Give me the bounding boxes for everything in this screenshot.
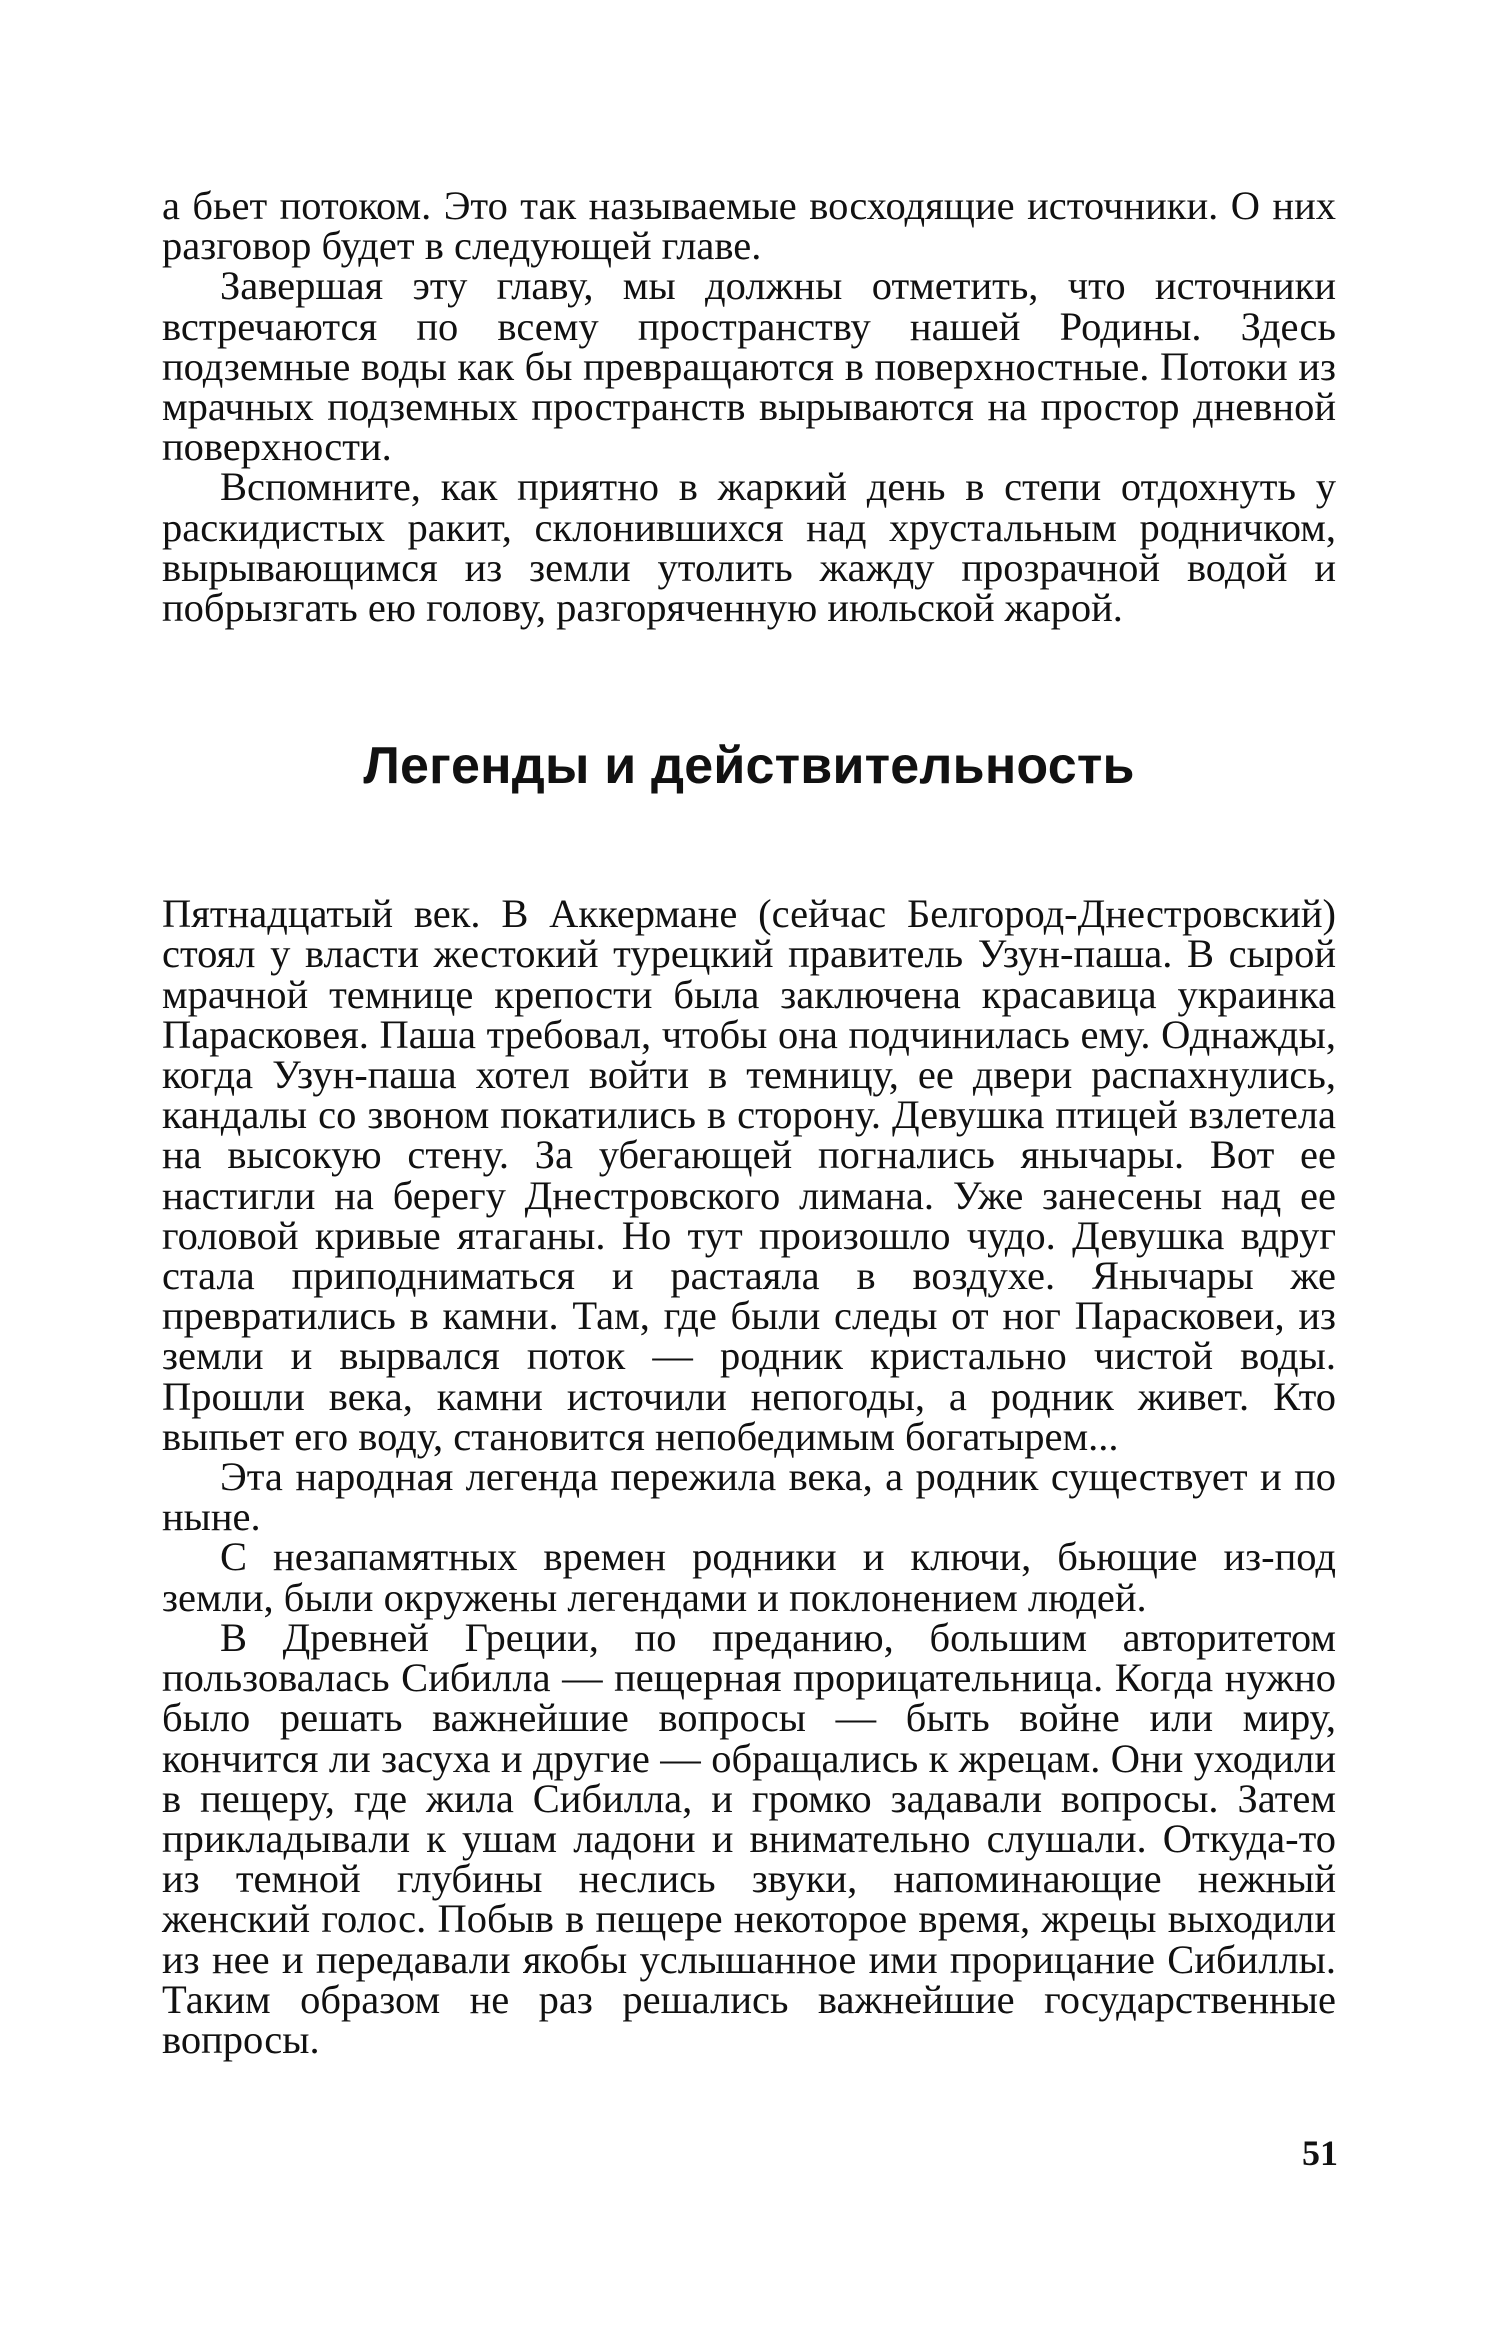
paragraph: В Древней Греции, по преданию, большим авторитетом пользовалась Сибилла — пещерная прорицательница. Когда нужно было решать важнейшие вопросы — быть войне или миру, кончится ли засуха и другие — обращались к жрецам. Они уходили в пещеру, где жила Сибилла, и громко задавали вопросы. Затем прикладывали к ушам ладони и внимательно слушали. Откуда-то из темной глубины неслись звуки, напоминающие нежный женский голос. Побыв в пещере некоторое время, жрецы выходили из нее и передавали якобы услышанное ими прорицание Сибиллы. Таким образом не раз решались важнейшие государственные вопросы. (162, 1614, 1336, 2062)
paragraph: С незапамятных времен родники и ключи, бьющие из-под земли, были окружены легендами и поклонением людей. (162, 1534, 1336, 1620)
paragraph: Эта народная легенда пережила века, а родник существует и по ныне. (162, 1454, 1336, 1540)
paragraph: Вспомните, как приятно в жаркий день в степи отдохнуть у раскидистых ракит, склонившихся над хрустальным родничком, вырывающимся из земли утолить жажду прозрачной водой и побрызгать ею голову, разгоряченную июльской жарой. (162, 464, 1336, 631)
paragraph: Пятнадцатый век. В Аккермане (сейчас Белгород-Днестровский) стоял у власти жестокий турецкий правитель Узун-паша. В сырой мрачной темнице крепости была заключена красавица украинка Парасковея. Паша требовал, чтобы она подчинилась ему. Однажды, когда Узун-паша хотел войти в темницу, ее двери распахнулись, кандалы со звоном покатились в сторону. Девушка птицей взлетела на высокую стену. За убегающей погнались янычары. Вот ее настигли на берегу Днестровского лимана. Уже занесены над ее головой кривые ятаганы. Но тут произошло чудо. Девушка вдруг стала приподниматься и растаяла в воздухе. Янычары же превратились в камни. Там, где были следы от ног Парасковеи, из земли и вырвался поток — родник кристально чистой воды. Прошли века, камни источили непогоды, а родник живет. Кто выпьет его воду, становится непобедимым богатырем... (162, 891, 1336, 1459)
top-section (162, 183, 1336, 631)
section-body (162, 891, 1336, 2062)
page-number: 51 (1302, 2133, 1338, 2173)
book-page (162, 183, 1336, 2062)
paragraph: а бьет потоком. Это так называемые восходящие источники. О них разговор будет в следующей главе. (162, 183, 1336, 269)
section-heading: Легенды и действительность (363, 737, 1135, 796)
paragraph: Завершая эту главу, мы должны отметить, что источники встречаются по всему пространству нашей Родины. Здесь подземные воды как бы превращаются в поверхностные. Потоки из мрачных подземных пространств вырываются на простор дневной поверхности. (162, 263, 1336, 470)
